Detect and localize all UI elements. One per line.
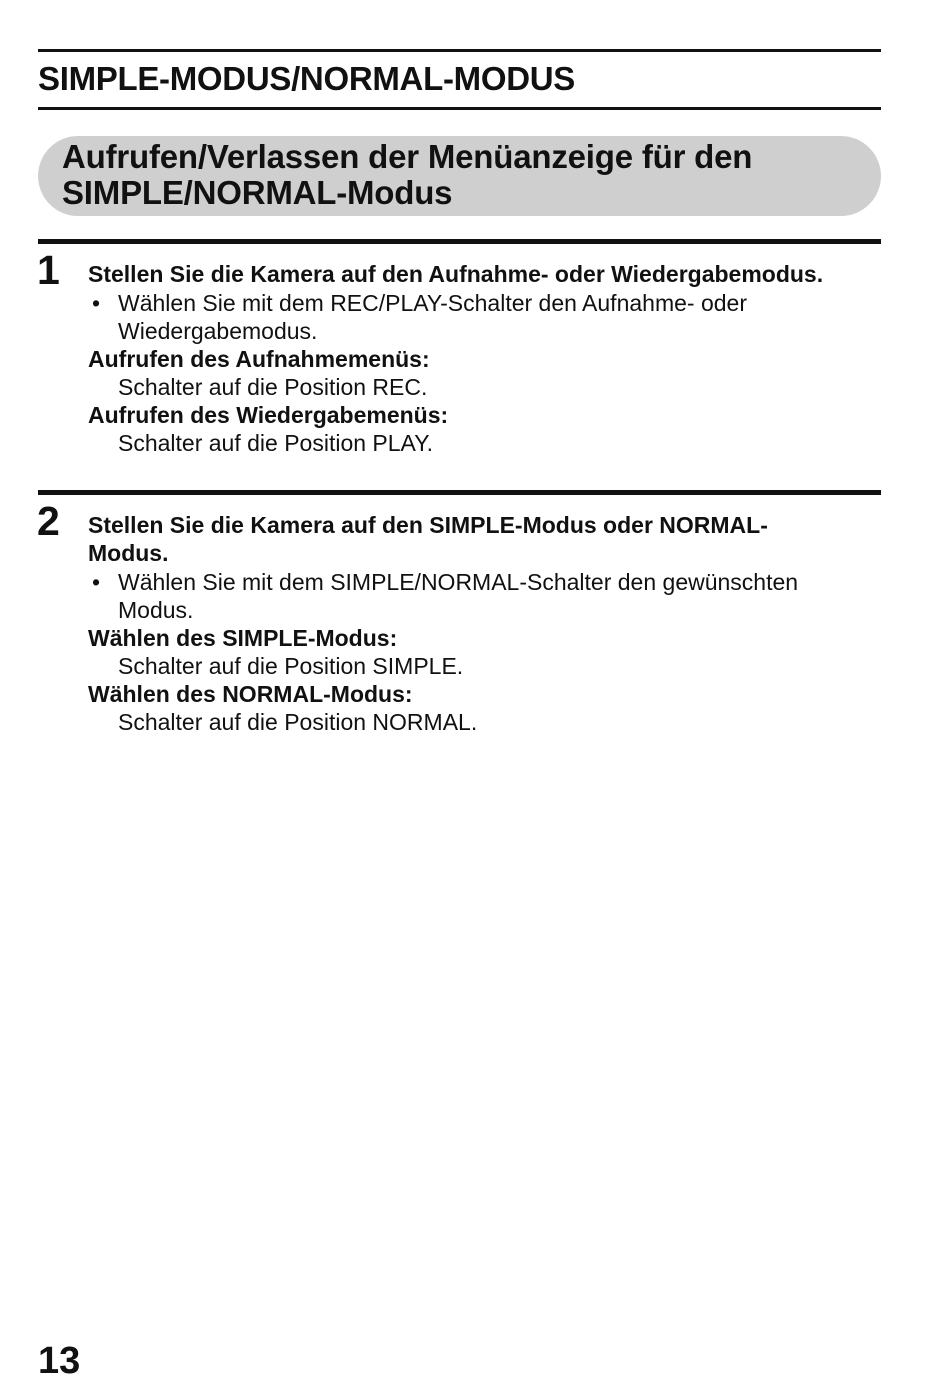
- step-2-option-2-text: Schalter auf die Position NORMAL.: [118, 709, 478, 735]
- top-rule: [38, 49, 881, 52]
- step-1-title: Stellen Sie die Kamera auf den Aufnahme- oder Wiedergabemodus.: [88, 261, 824, 287]
- step-2-option-2-label: Wählen des NORMAL-Modus:: [88, 681, 413, 707]
- subheading-line-2: SIMPLE/NORMAL-Modus: [62, 174, 453, 211]
- subheading-line-1: Aufrufen/Verlassen der Menüanzeige für den: [62, 138, 753, 175]
- step-2-bullet-line-1: Wählen Sie mit dem SIMPLE/NORMAL-Schalter den gewünschten: [118, 569, 799, 595]
- step-2-title-line-1: Stellen Sie die Kamera auf den SIMPLE-Modus oder NORMAL-: [88, 512, 768, 538]
- step-1-number: 1: [37, 247, 60, 293]
- page-number: 13: [38, 1340, 81, 1382]
- step-2-option-1-text: Schalter auf die Position SIMPLE.: [118, 653, 464, 679]
- step-2-option-1-label: Wählen des SIMPLE-Modus:: [88, 625, 398, 651]
- section-title: SIMPLE-MODUS/NORMAL-MODUS: [38, 60, 575, 97]
- step-1-bullet-line-1: Wählen Sie mit dem REC/PLAY-Schalter den Aufnahme- oder: [118, 290, 747, 316]
- step-2-number: 2: [37, 498, 60, 544]
- step-2-rule: [38, 490, 881, 495]
- step-1-bullet-line-2: Wiedergabemodus.: [118, 318, 318, 344]
- step-1-option-1-text: Schalter auf die Position REC.: [118, 374, 428, 400]
- step-1-rule: [38, 239, 881, 244]
- step-1-option-1-label: Aufrufen des Aufnahmemenüs:: [88, 346, 430, 372]
- step-2-title-line-2: Modus.: [88, 540, 169, 566]
- step-1-bullet: •: [92, 290, 101, 316]
- step-2-bullet-line-2: Modus.: [118, 597, 194, 623]
- step-1-option-2-text: Schalter auf die Position PLAY.: [118, 430, 433, 456]
- step-1-option-2-label: Aufrufen des Wiedergabemenüs:: [88, 402, 449, 428]
- title-underline-rule: [38, 107, 881, 110]
- step-2-bullet: •: [92, 569, 101, 595]
